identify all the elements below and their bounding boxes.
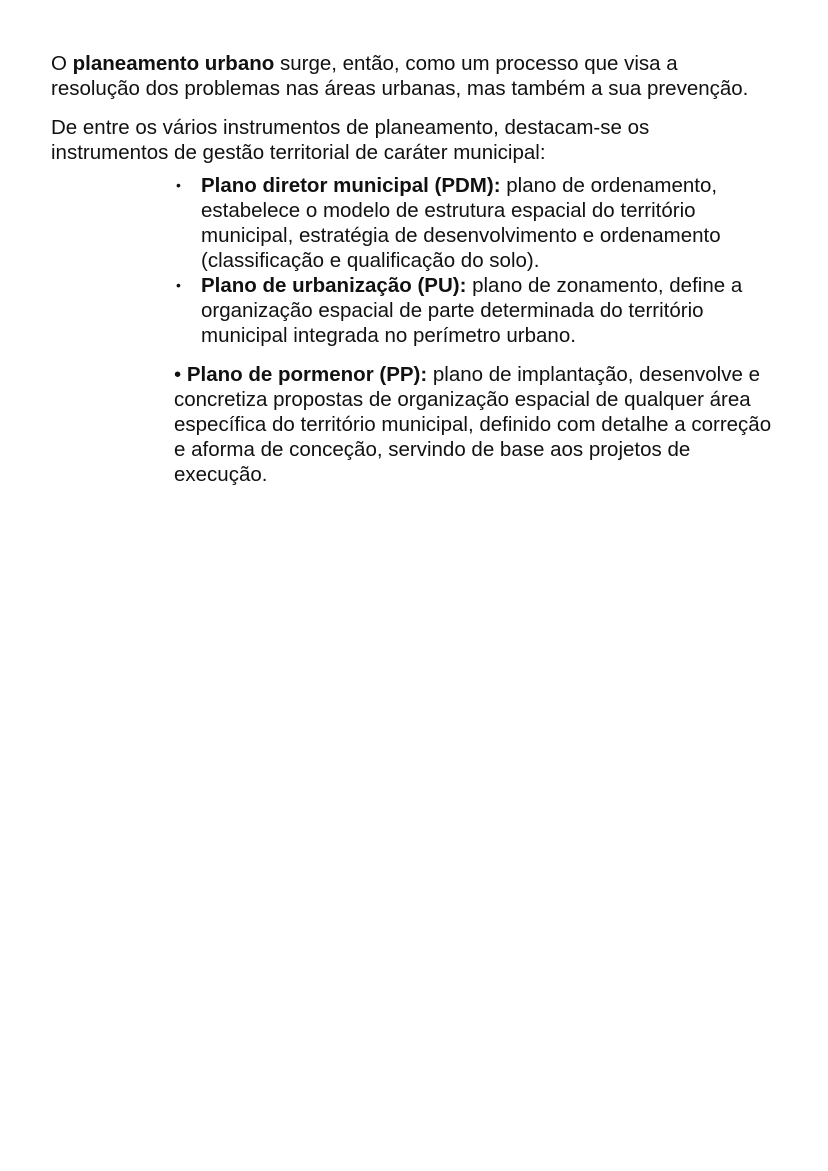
list-item-description: plano de zonamento, define a organização espacial de parte determinada do território municipal integrada no perímetro urbano. <box>201 274 743 347</box>
intro-prefix: O <box>51 52 73 75</box>
list-item-pdm <box>176 173 776 273</box>
intro-paragraph <box>51 51 751 101</box>
instruments-intro-paragraph: De entre os vários instrumentos de planeamento, destacam-se os instrumentos de gestão territorial de caráter municipal: <box>51 116 650 164</box>
list-item-description: plano de ordenamento, estabelece o modelo de estrutura espacial do território municipal, estratégia de desenvolvimento e ordenamento (classificação e qualificação do solo). <box>201 174 721 272</box>
bullet-icon: • <box>174 363 187 386</box>
bullet-icon: • <box>176 177 181 193</box>
list-item-pu <box>176 273 776 348</box>
intro-rest: surge, então, como um processo que visa a resolução dos problemas nas áreas urbanas, mas também a sua prevenção. <box>51 52 749 100</box>
document-page <box>51 51 791 487</box>
pp-description: plano de implantação, desenvolve e concretiza propostas de organização espacial de qualquer área específica do território municipal, definido com detalhe a correção e aforma de conceção, servindo de base aos projetos de execução. <box>174 363 772 486</box>
bullet-icon: • <box>176 277 181 293</box>
pp-paragraph <box>174 362 774 487</box>
list-item-term: Plano diretor municipal (PDM): <box>201 174 501 197</box>
pp-term: Plano de pormenor (PP): <box>186 363 428 386</box>
instruments-list <box>176 173 776 348</box>
intro-bold-term: planeamento urbano <box>72 52 275 75</box>
list-item-term: Plano de urbanização (PU): <box>201 274 467 297</box>
